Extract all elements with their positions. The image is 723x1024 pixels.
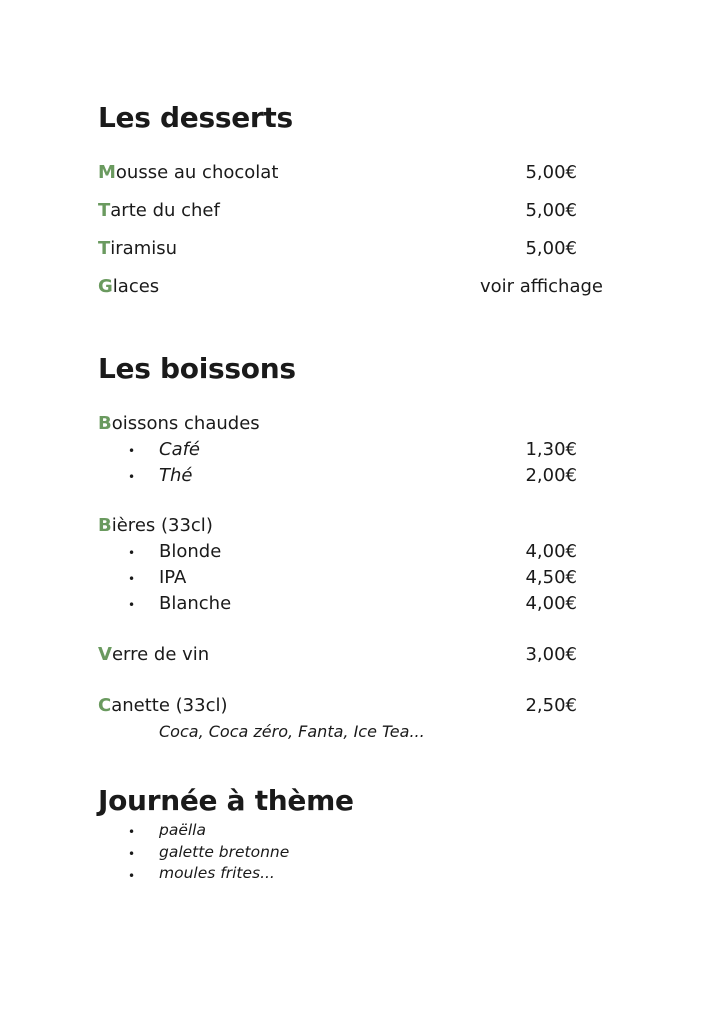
bullet: • [128, 825, 136, 839]
bullet: • [128, 572, 136, 586]
initial-letter: M [98, 162, 116, 183]
bullet: • [128, 444, 136, 458]
hot-drinks-label [98, 413, 260, 434]
dessert-item-glaces [98, 276, 159, 297]
theme-item-paella: paëlla [159, 821, 206, 839]
item-label: laces [112, 276, 160, 297]
wine-price: 3,00€ [525, 644, 577, 665]
hot-item-cafe: Café [159, 439, 201, 460]
dessert-price-tiramisu: 5,00€ [525, 238, 577, 259]
hot-price-the: 2,00€ [525, 465, 577, 486]
beer-item-blonde: Blonde [159, 541, 222, 562]
item-label: oissons chaudes [111, 413, 260, 434]
theme-item-moules: moules frites... [159, 864, 275, 882]
initial-letter: G [98, 276, 113, 297]
can-label [98, 695, 228, 716]
dessert-item-tiramisu [98, 238, 177, 259]
theme-day-heading: Journée à thème [98, 784, 354, 817]
dessert-item-mousse [98, 162, 278, 183]
dessert-price-glaces: voir affichage [479, 276, 603, 297]
desserts-heading: Les desserts [98, 101, 293, 134]
initial-letter: T [98, 238, 111, 259]
bullet: • [128, 546, 136, 560]
item-label: anette (33cl) [111, 695, 228, 716]
item-label: ousse au chocolat [115, 162, 279, 183]
can-flavors-note: Coca, Coca zéro, Fanta, Ice Tea... [159, 722, 425, 741]
bullet: • [128, 869, 136, 883]
beers-label [98, 515, 213, 536]
item-label: arte du chef [110, 200, 220, 221]
initial-letter: V [98, 644, 112, 665]
can-price: 2,50€ [525, 695, 577, 716]
beer-price-ipa: 4,50€ [525, 567, 577, 588]
item-label: ières (33cl) [111, 515, 213, 536]
theme-item-galette: galette bretonne [159, 843, 290, 861]
initial-letter: T [98, 200, 111, 221]
beer-item-blanche: Blanche [159, 593, 232, 614]
item-label: erre de vin [111, 644, 210, 665]
bullet: • [128, 598, 136, 612]
hot-price-cafe: 1,30€ [525, 439, 577, 460]
beer-item-ipa: IPA [159, 567, 187, 588]
dessert-item-tarte [98, 200, 220, 221]
initial-letter: C [98, 695, 112, 716]
dessert-price-mousse: 5,00€ [525, 162, 577, 183]
initial-letter: B [98, 413, 112, 434]
item-label: iramisu [110, 238, 178, 259]
drinks-heading: Les boissons [98, 352, 296, 385]
bullet: • [128, 847, 136, 861]
initial-letter: B [98, 515, 112, 536]
wine-label [98, 644, 209, 665]
bullet: • [128, 470, 136, 484]
beer-price-blanche: 4,00€ [525, 593, 577, 614]
dessert-price-tarte: 5,00€ [525, 200, 577, 221]
hot-item-the: Thé [159, 465, 193, 486]
beer-price-blonde: 4,00€ [525, 541, 577, 562]
